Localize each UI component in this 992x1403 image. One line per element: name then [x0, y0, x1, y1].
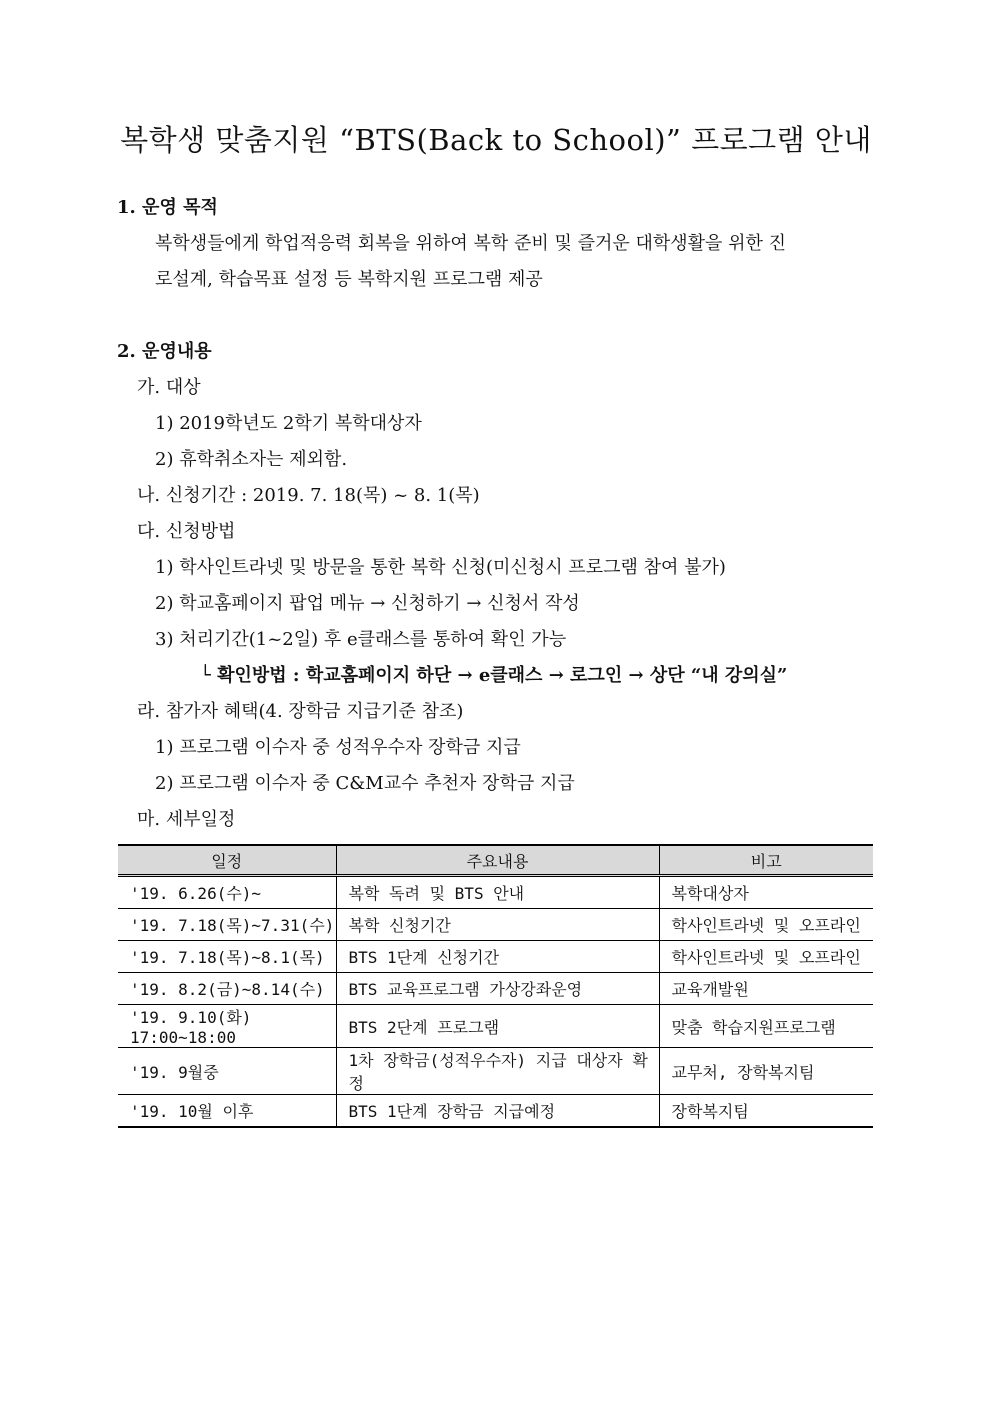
- cell-remarks: 복학대상자: [659, 876, 873, 909]
- cell-remarks: 학사인트라넷 및 오프라인: [659, 941, 873, 973]
- document-title: 복학생 맞춤지원 “BTS(Back to School)” 프로그램 안내: [120, 123, 872, 157]
- table-header-row: [118, 845, 873, 876]
- section-heading-content: 2. 운영내용: [117, 341, 212, 362]
- cell-date: '19. 10월 이후: [118, 1095, 336, 1128]
- cell-date: '19. 7.18(목)~7.31(수): [118, 909, 336, 941]
- header-content: 주요내용: [336, 845, 659, 876]
- benefit-item-2: 2) 프로그램 이수자 중 C&M교수 추천자 장학금 지급: [155, 773, 575, 794]
- method-item-3: 3) 처리기간(1~2일) 후 e클래스를 통하여 확인 가능: [155, 629, 567, 650]
- header-remarks: 비고: [659, 845, 873, 876]
- cell-remarks: 학사인트라넷 및 오프라인: [659, 909, 873, 941]
- table-row: [118, 973, 873, 1005]
- table-row: [118, 876, 873, 909]
- method-item-1: 1) 학사인트라넷 및 방문을 통한 복학 신청(미신청시 프로그램 참여 불가): [155, 557, 726, 578]
- cell-content: BTS 1단계 신청기간: [336, 941, 659, 973]
- table-row: [118, 1005, 873, 1048]
- table-row: [118, 909, 873, 941]
- cell-date: '19. 7.18(목)~8.1(목): [118, 941, 336, 973]
- target-item-2: 2) 휴학취소자는 제외함.: [155, 449, 348, 470]
- cell-remarks: 장학복지팀: [659, 1095, 873, 1128]
- cell-date: '19. 6.26(수)~: [118, 876, 336, 909]
- purpose-text-line-1: 복학생들에게 학업적응력 회복을 위하여 복학 준비 및 즐거운 대학생활을 위한 진: [155, 233, 787, 254]
- section-heading-purpose: 1. 운영 목적: [117, 197, 218, 218]
- cell-content: 복학 신청기간: [336, 909, 659, 941]
- subsection-application-period: 나. 신청기간 : 2019. 7. 18(목) ~ 8. 1(목): [137, 485, 480, 506]
- table-row: [118, 1048, 873, 1095]
- cell-date: '19. 9.10(화) 17:00~18:00: [118, 1005, 336, 1048]
- benefit-item-1: 1) 프로그램 이수자 중 성적우수자 장학금 지급: [155, 737, 521, 758]
- cell-content: 1차 장학금(성적우수자) 지급 대상자 확정: [336, 1048, 659, 1095]
- cell-remarks: 맞춤 학습지원프로그램: [659, 1005, 873, 1048]
- cell-remarks: 교무처, 장학복지팀: [659, 1048, 873, 1095]
- table-row: [118, 1095, 873, 1128]
- subsection-target: 가. 대상: [137, 377, 201, 398]
- cell-date: '19. 8.2(금)~8.14(수): [118, 973, 336, 1005]
- cell-content: BTS 2단계 프로그램: [336, 1005, 659, 1048]
- subsection-benefits: 라. 참가자 혜택(4. 장학금 지급기준 참조): [137, 701, 464, 722]
- subsection-application-method: 다. 신청방법: [137, 521, 236, 542]
- purpose-text-line-2: 로설계, 학습목표 설정 등 복학지원 프로그램 제공: [155, 269, 543, 290]
- method-item-2: 2) 학교홈페이지 팝업 메뉴 → 신청하기 → 신청서 작성: [155, 593, 580, 614]
- cell-date: '19. 9월중: [118, 1048, 336, 1095]
- table-row: [118, 941, 873, 973]
- confirmation-method-note: └ 확인방법 : 학교홈페이지 하단 → e클래스 → 로그인 → 상단 “내 강의실”: [200, 665, 788, 686]
- cell-content: 복학 독려 및 BTS 안내: [336, 876, 659, 909]
- cell-remarks: 교육개발원: [659, 973, 873, 1005]
- cell-content: BTS 1단계 장학금 지급예정: [336, 1095, 659, 1128]
- subsection-schedule: 마. 세부일정: [137, 809, 236, 830]
- target-item-1: 1) 2019학년도 2학기 복학대상자: [155, 413, 422, 434]
- header-date: 일정: [118, 845, 336, 876]
- cell-content: BTS 교육프로그램 가상강좌운영: [336, 973, 659, 1005]
- schedule-table: [118, 844, 873, 1128]
